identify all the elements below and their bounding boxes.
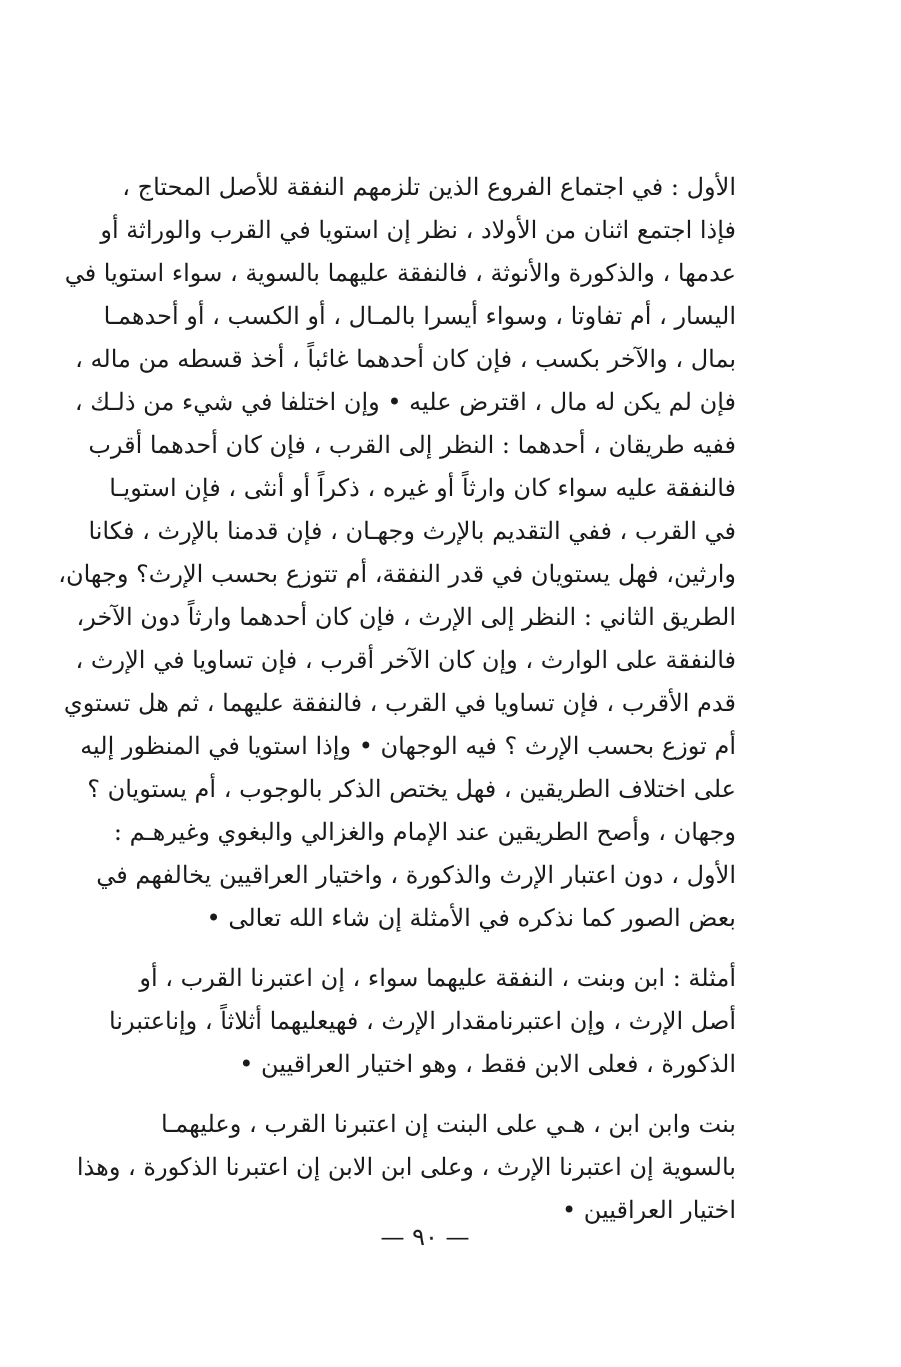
- text-line: في القرب ، ففي التقديم بالإرث وجهـان ، فإن قدمنا بالإرث ، فكانا: [88, 517, 736, 545]
- text-line: بنت وابن ابن ، هـي على البنت إن اعتبرنا القرب ، وعليهمـا: [160, 1110, 736, 1138]
- text-line: عدمها ، والذكورة والأنوثة ، فالنفقة عليهما بالسوية ، سواء استويا في: [64, 259, 736, 287]
- text-line: بالسوية إن اعتبرنا الإرث ، وعلى ابن الابن إن اعتبرنا الذكورة ، وهذا: [76, 1153, 736, 1181]
- text-line: بمال ، والآخر بكسب ، فإن كان أحدهما غائباً ، أخذ قسطه من ماله ،: [75, 345, 736, 373]
- text-line: وارثين، فهل يستويان في قدر النفقة، أم تتوزع بحسب الإرث؟ وجهان،: [58, 560, 736, 588]
- text-line: بعض الصور كما نذكره في الأمثلة إن شاء الله تعالى •: [206, 904, 736, 932]
- text-line: الأول ، دون اعتبار الإرث والذكورة ، واختيار العراقيين يخالفهم في: [96, 861, 736, 889]
- text-line: فالنفقة عليه سواء كان وارثاً أو غيره ، ذكراً أو أنثى ، فإن استويـا: [109, 474, 736, 502]
- text-line: فالنفقة على الوارث ، وإن كان الآخر أقرب ، فإن تساويا في الإرث ،: [75, 646, 736, 674]
- text-line: فإن لم يكن له مال ، اقترض عليه • وإن اختلفا في شيء من ذلـك ،: [74, 388, 736, 416]
- page-number: — ٩٠ —: [380, 1223, 470, 1251]
- text-line: الطريق الثاني : النظر إلى الإرث ، فإن كان أحدهما وارثاً دون الآخر،: [76, 603, 736, 631]
- text-line: على اختلاف الطريقين ، فهل يختص الذكر بالوجوب ، أم يستويان ؟: [87, 775, 736, 803]
- text-line: اختيار العراقيين •: [562, 1196, 736, 1224]
- text-line: أصل الإرث ، وإن اعتبرنامقدار الإرث ، فهيعليهما أثلاثاً ، وإناعتبرنا: [108, 1007, 736, 1035]
- text-line: أمثلة : ابن وبنت ، النفقة عليهما سواء ، إن اعتبرنا القرب ، أو: [139, 964, 736, 992]
- text-line: أم توزع بحسب الإرث ؟ فيه الوجهان • وإذا استويا في المنظور إليه: [80, 732, 736, 760]
- text-line: فإذا اجتمع اثنان من الأولاد ، نظر إن استويا في القرب والوراثة أو: [100, 216, 736, 244]
- text-line: ففيه طريقان ، أحدهما : النظر إلى القرب ، فإن كان أحدهما أقرب: [88, 431, 736, 459]
- text-line: الأول : في اجتماع الفروع الذين تلزمهم النفقة للأصل المحتاج ،: [122, 173, 736, 201]
- text-line: الذكورة ، فعلى الابن فقط ، وهو اختيار العراقيين •: [239, 1050, 736, 1078]
- text-line: قدم الأقرب ، فإن تساويا في القرب ، فالنفقة عليهما ، ثم هل تستوي: [63, 689, 736, 717]
- text-line: وجهان ، وأصح الطريقين عند الإمام والغزالي والبغوي وغيرهـم :: [113, 818, 736, 846]
- text-line: اليسار ، أم تفاوتا ، وسواء أيسرا بالمـال ، أو الكسب ، أو أحدهمـا: [103, 302, 736, 330]
